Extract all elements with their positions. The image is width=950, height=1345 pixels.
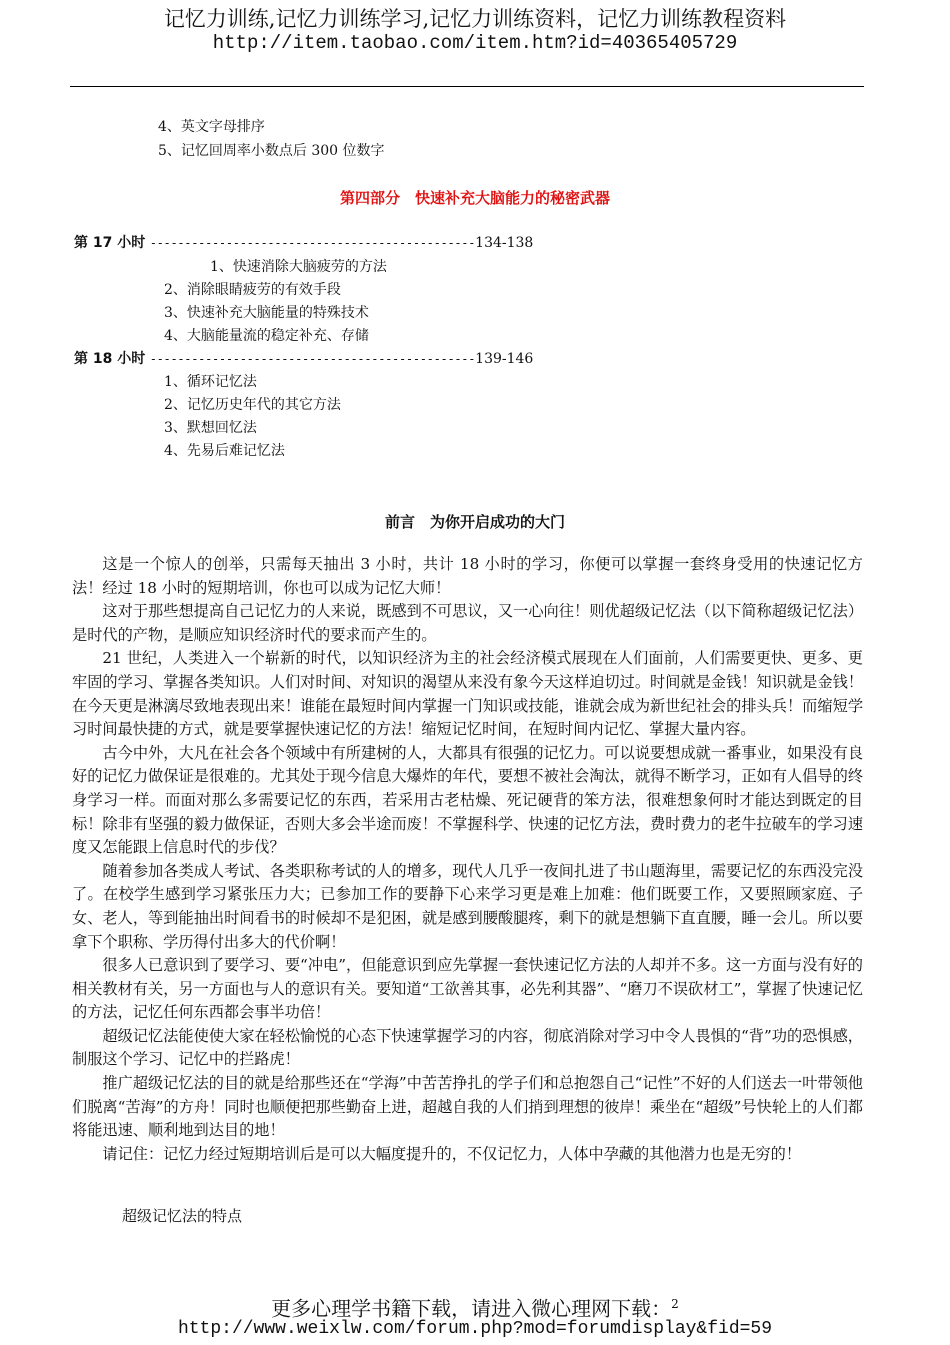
toc-item: 4、先易后难记忆法 bbox=[164, 443, 285, 459]
toc-item: 2、记忆历史年代的其它方法 bbox=[164, 397, 341, 413]
hour-17-leader: ----------------------------------------------- bbox=[149, 236, 476, 250]
paragraph: 超级记忆法能使使大家在轻松愉悦的心态下快速掌握学习的内容，彻底消除对学习中令人畏惧的“背”功的恐惧感，制服这个学习、记忆中的拦路虎！ bbox=[72, 1026, 863, 1069]
preface-body bbox=[72, 553, 863, 1166]
paragraph: 随着参加各类成人考试、各类职称考试的人的增多，现代人几乎一夜间扎进了书山题海里，需要记忆的东西没完没了。在校学生感到学习紧张压力大；已参加工作的要静下心来学习更是难上加难：他们既要工作，又要照顾家庭、子女、老人，等到能抽出时间看书的时候却不是犯困，就是感到腰酸腿疼，剩下的就是想躺下直直腰，睡一会儿。所以要拿下个职称、学历得付出多大的代价啊！ bbox=[72, 861, 863, 951]
toc-item: 4、大脑能量流的稳定补充、存储 bbox=[164, 328, 369, 344]
header-divider bbox=[70, 86, 864, 87]
hour-17-row bbox=[74, 234, 533, 252]
toc-item: 4、英文字母排序 bbox=[158, 119, 265, 135]
footer-text bbox=[0, 1292, 950, 1321]
toc-item: 2、消除眼睛疲劳的有效手段 bbox=[164, 282, 341, 298]
paragraph: 推广超级记忆法的目的就是给那些还在“学海”中苦苦挣扎的学子们和总抱怨自己“记性”不好的人们送去一叶带领他们脱离“苦海”的方舟！同时也顺便把那些勤奋上进，超越自我的人们捎到理想的彼岸！乘坐在“超级”号快轮上的人们都将能迅速、顺利地到达目的地！ bbox=[72, 1074, 863, 1140]
header-url[interactable]: http://item.taobao.com/item.htm?id=40365405729 bbox=[212, 32, 738, 54]
part-four-heading: 第四部分 快速补充大脑能力的秘密武器 bbox=[339, 189, 610, 207]
preface-heading: 前言 为你开启成功的大门 bbox=[384, 513, 565, 531]
footer-message: 更多心理学书籍下载，请进入微心理网下载： bbox=[271, 1296, 672, 1321]
paragraph: 很多人已意识到了要学习、要“冲电”，但能意识到应先掌握一套快速记忆方法的人却并不多。这一方面与没有好的相关教材有关，另一方面也与人的意识有关。要知道“工欲善其事，必先利其器”、“磨刀不误砍材工”，掌握了快速记忆的方法，记忆任何东西都会事半功倍！ bbox=[72, 956, 863, 1022]
hour-18-label: 第 18 小时 bbox=[74, 351, 146, 367]
page-number: 2 bbox=[671, 1297, 679, 1311]
paragraph: 请记住：记忆力经过短期培训后是可以大幅度提升的，不仅记忆力，人体中孕藏的其他潜力也是无穷的！ bbox=[102, 1144, 802, 1163]
hour-18-row bbox=[74, 350, 533, 368]
hour-18-leader: ----------------------------------------------- bbox=[149, 352, 476, 366]
toc-item: 3、快速补充大脑能量的特殊技术 bbox=[164, 305, 369, 321]
hour-17-label: 第 17 小时 bbox=[74, 235, 146, 251]
toc-item: 1、快速消除大脑疲劳的方法 bbox=[210, 259, 387, 275]
toc-item: 1、循环记忆法 bbox=[164, 374, 257, 390]
paragraph: 古今中外，大凡在社会各个领域中有所建树的人，大都具有很强的记忆力。可以说要想成就一番事业，如果没有良好的记忆力做保证是很难的。尤其处于现今信息大爆炸的年代，要想不被社会淘汰，就得不断学习，正如有人倡导的终身学习一样。而面对那么多需要记忆的东西，若采用古老枯燥、死记硬背的笨方法，很难想象何时才能达到既定的目标！除非有坚强的毅力做保证，否则大多会半途而废！不掌握科学、快速的记忆方法，费时费力的老牛拉破车的学习速度又怎能跟上信息时代的步伐？ bbox=[72, 743, 863, 857]
header-title: 记忆力训练,记忆力训练学习,记忆力训练资料，记忆力训练教程资料 bbox=[163, 7, 787, 31]
features-heading: 超级记忆法的特点 bbox=[122, 1207, 243, 1225]
footer-url[interactable]: http://www.weixlw.com/forum.php?mod=forumdisplay&fid=59 bbox=[177, 1319, 773, 1339]
paragraph: 21 世纪，人类进入一个崭新的时代，以知识经济为主的社会经济模式展现在人们面前，人们需要更快、更多、更牢固的学习、掌握各类知识。人们对时间、对知识的渴望从来没有象今天这样迫切过。时间就是金钱！知识就是金钱！在今天更是淋漓尽致地表现出来！谁能在最短时间内掌握一门知识或技能，谁就会成为新世纪社会的排头兵！而缩短学习时间最快捷的方式，就是要掌握快速记忆的方法！缩短记忆时间，在短时间内记忆、掌握大量内容。 bbox=[72, 649, 863, 739]
toc-item: 3、默想回忆法 bbox=[164, 420, 257, 436]
hour-18-pages: 139-146 bbox=[475, 351, 534, 367]
paragraph: 这对于那些想提高自己记忆力的人来说，既感到不可思议，又一心向往！则优超级记忆法（以下简称超级记忆法）是时代的产物，是顺应知识经济时代的要求而产生的。 bbox=[72, 602, 863, 644]
hour-17-pages: 134-138 bbox=[475, 235, 534, 251]
toc-item: 5、记忆回周率小数点后 300 位数字 bbox=[158, 143, 385, 159]
paragraph: 这是一个惊人的创举，只需每天抽出 3 小时，共计 18 小时的学习，你便可以掌握一套终身受用的快速记忆方法！经过 18 小时的短期培训，你也可以成为记忆大师！ bbox=[72, 555, 863, 597]
